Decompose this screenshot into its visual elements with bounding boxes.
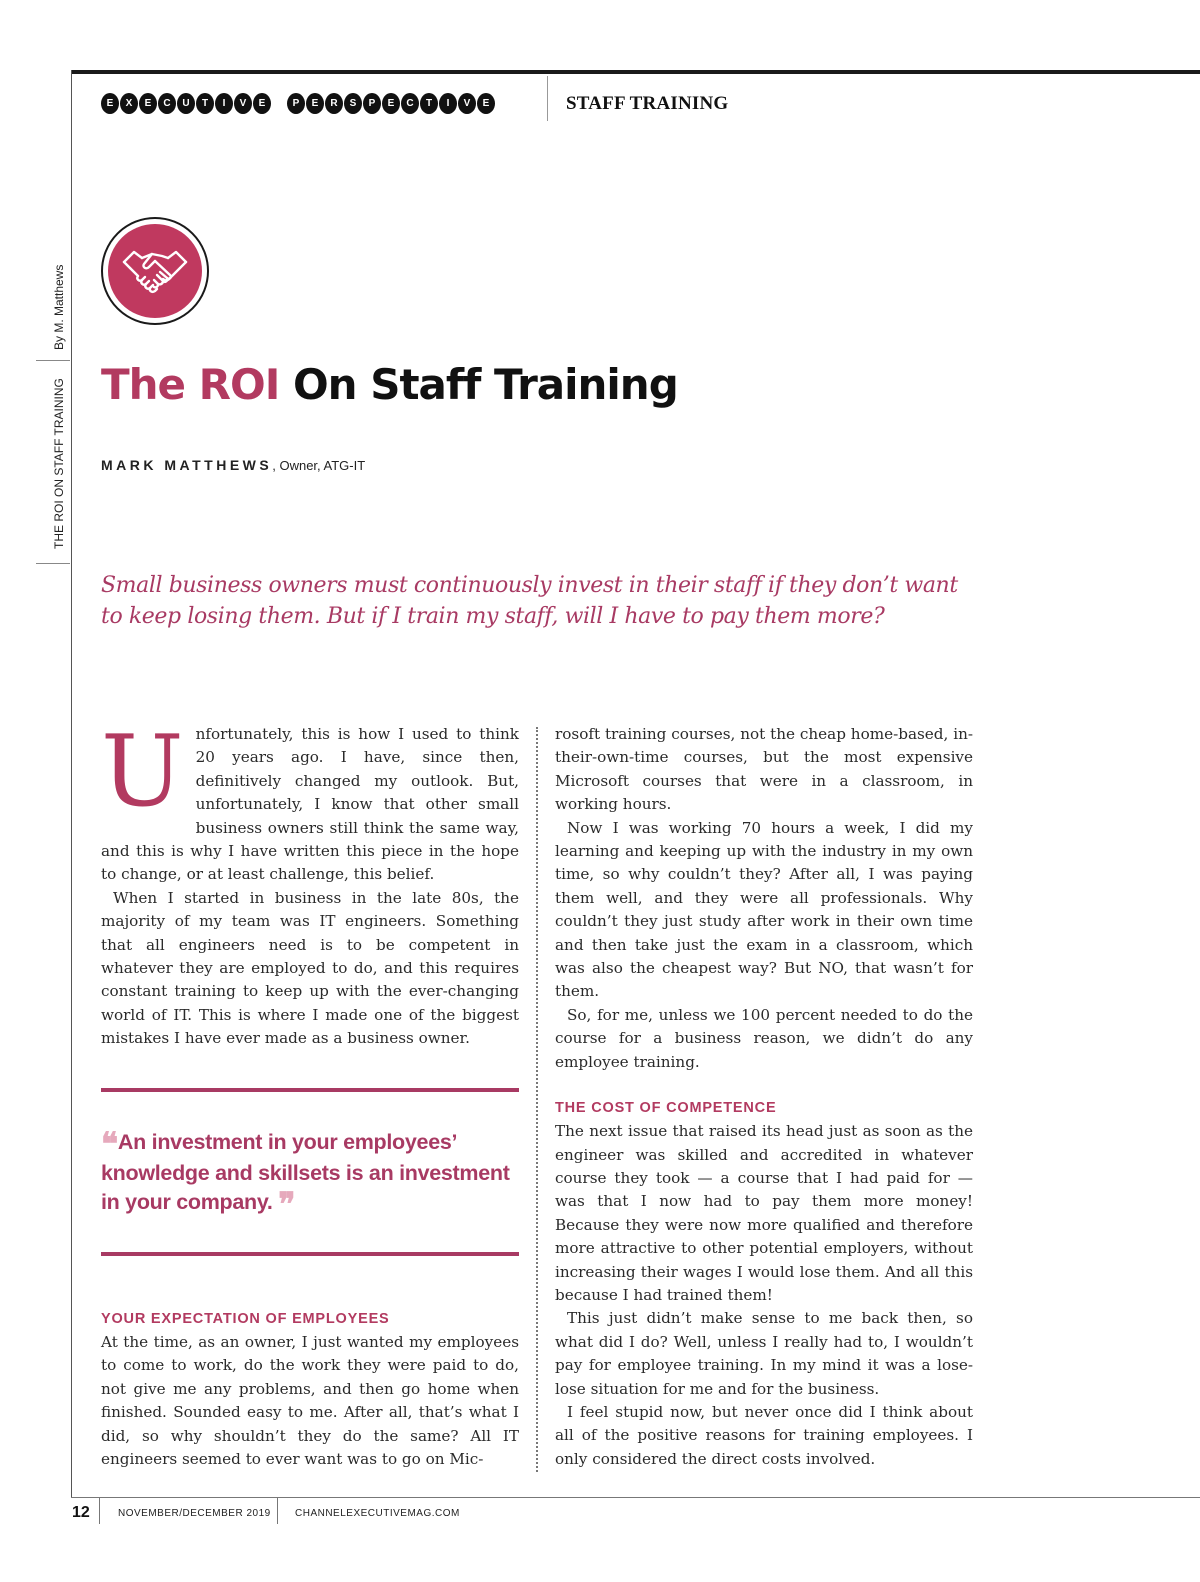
pullquote [101, 1125, 521, 1223]
body-column-left [101, 715, 519, 1051]
kicker-letter: S [344, 93, 362, 114]
paragraph: I feel stupid now, but never once did I think about all of the positive reasons for training employees. I only considered the direct costs involved. [555, 1402, 973, 1468]
kicker-letter: P [363, 93, 381, 114]
site-url: CHANNELEXECUTIVEMAG.COM [295, 1508, 460, 1519]
section-label: STAFF TRAINING [566, 93, 729, 114]
kicker-letter: E [139, 93, 157, 114]
kicker-letter: X [120, 93, 138, 114]
article-title-rest: On Staff Training [279, 360, 678, 409]
kicker-letter: I [215, 93, 233, 114]
subhead-expectation: YOUR EXPECTATION OF EMPLOYEES [101, 1311, 390, 1327]
top-rule [72, 70, 1200, 74]
handshake-icon [122, 244, 188, 298]
body-column-right [555, 723, 973, 1471]
drop-cap: U [101, 715, 184, 829]
kicker-letter: U [177, 93, 195, 114]
sidebar-divider [36, 360, 70, 361]
kicker-letter: P [287, 93, 305, 114]
kicker-word-2 [287, 93, 495, 114]
paragraph: When I started in business in the late 80s, the majority of my team was IT engineers. Something that all engineers need is to be competent in whatever they are employed to do, and this requires constant training to keep up with the ever-changing world of IT. This is where I made one of the biggest mistakes I have ever made as a business owner. [101, 888, 519, 1048]
body-column-left-continued [101, 1331, 519, 1471]
paragraph: This just didn’t make sense to me back then, so what did I do? Well, unless I really had to, I wouldn’t pay for employee training. In my mind it was a lose-lose situation for me and for the business. [555, 1309, 973, 1398]
sidebar-title: THE ROI ON STAFF TRAINING [52, 378, 66, 549]
issue-date: NOVEMBER/DECEMBER 2019 [118, 1508, 271, 1519]
paragraph: So, for me, unless we 100 percent needed to do the course for a business reason, we didn’t do any employee training. [555, 1005, 973, 1071]
subhead-cost-of-competence: THE COST OF COMPETENCE [555, 1100, 777, 1117]
author-role: , Owner, ATG-IT [272, 458, 366, 473]
kicker-letter: E [477, 93, 495, 114]
footer-rule [71, 1497, 1200, 1498]
column-divider [536, 727, 538, 1472]
pullquote-text: An investment in your employees’ knowledge and skillsets is an investment in your company. [101, 1130, 510, 1214]
close-quote-icon: ❞ [278, 1185, 296, 1223]
sidebar-divider-bottom [36, 563, 70, 564]
kicker-letter: R [325, 93, 343, 114]
author-name: MARK MATTHEWS [101, 457, 273, 473]
article-title-accent: The ROI [101, 360, 280, 409]
footer-divider [99, 1498, 100, 1524]
kicker-letter: C [158, 93, 176, 114]
byline [101, 457, 365, 473]
kicker-executive-perspective [101, 93, 495, 114]
pullquote-rule-bottom [101, 1252, 519, 1256]
left-margin-rule [71, 70, 72, 1498]
article-deck: Small business owners must continuously invest in their staff if they don’t want to keep losing them. But if I train my staff, will I have to pay them more? [101, 573, 958, 629]
kicker-letter: E [101, 93, 119, 114]
kicker-letter: E [382, 93, 400, 114]
kicker-letter: V [458, 93, 476, 114]
paragraph: nfortunately, this is how I used to think 20 years ago. I have, since then, definitively changed my outlook. But, unfortunately, I know that other small business owners still think the same way, and this is why I have written this piece in the hope to change, or at least challenge, this belief. [101, 725, 519, 884]
article-title [101, 360, 678, 409]
paragraph: At the time, as an owner, I just wanted my employees to come to work, do the work they were paid to do, not give me any problems, and then go home when finished. Sounded easy to me. After all, that’s what I did, so why shouldn’t they do the same? All IT engineers seemed to ever want was to go on Mic- [101, 1333, 519, 1469]
kicker-letter: T [420, 93, 438, 114]
kicker-letter: E [306, 93, 324, 114]
kicker-letter: V [234, 93, 252, 114]
open-quote-icon: ❝ [101, 1125, 118, 1163]
paragraph: Now I was working 70 hours a week, I did my learning and keeping up with the industry in my own time, so why couldn’t they? After all, I was paying them well, and they were all professionals. Why couldn’t they just study after work in their own time and then take just the exam in a classroom, which was also the cheapest way? But NO, that wasn’t for them. [555, 818, 973, 1001]
paragraph: rosoft training courses, not the cheap home-based, in-their-own-time courses, but the most expensive Microsoft courses that were in a classroom, in working hours. [555, 725, 973, 814]
kicker-letter: E [253, 93, 271, 114]
page-number: 12 [72, 1504, 90, 1521]
header-divider [547, 76, 548, 121]
kicker-word-1 [101, 93, 271, 114]
paragraph: The next issue that raised its head just as soon as the engineer was skilled and accredited in whatever course they took — a course that I had paid for — was that I now had to pay them more money! Because they were now more qualified and therefore more attractive to other potential employers, without increasing their wages I would lose them. And all this because I had trained them! [555, 1122, 973, 1304]
kicker-letter: C [401, 93, 419, 114]
kicker-letter: T [196, 93, 214, 114]
article-badge [101, 217, 209, 325]
sidebar-author: By M. Matthews [52, 264, 66, 350]
footer-divider [277, 1498, 278, 1524]
kicker-letter: I [439, 93, 457, 114]
pullquote-rule-top [101, 1088, 519, 1092]
